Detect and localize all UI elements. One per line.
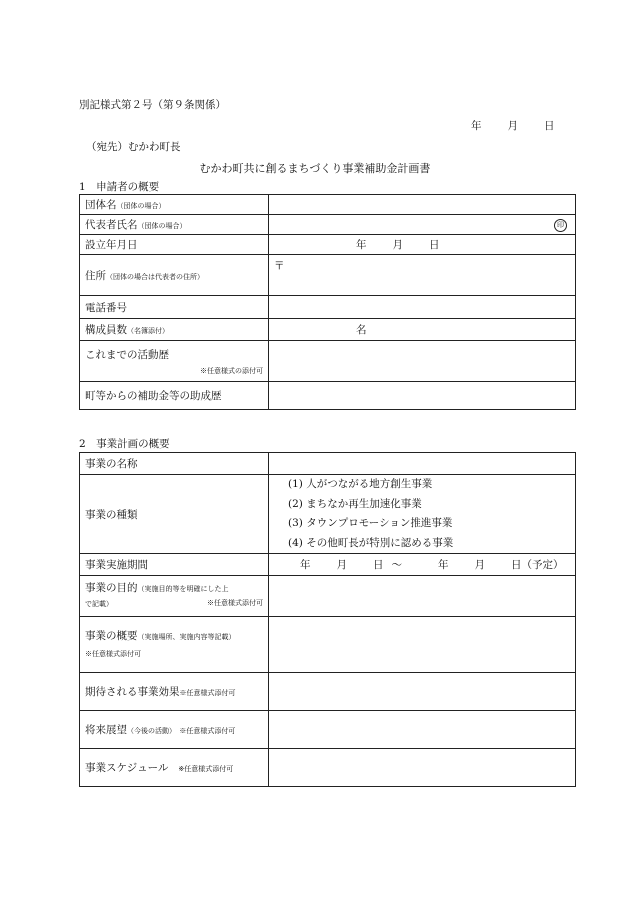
overview-label: 事業の概要	[85, 629, 138, 642]
date-day: 日	[544, 120, 555, 132]
future-label: 将来展望	[85, 724, 127, 736]
table-row	[80, 475, 576, 554]
project-name-field[interactable]	[269, 453, 576, 475]
form-reference: 別記様式第２号（第９条関係）	[79, 99, 226, 111]
type-option-4[interactable]: (4) その他町長が特別に認める事業	[288, 536, 454, 549]
table-row	[80, 382, 576, 410]
representative-field[interactable]	[269, 215, 576, 235]
period-tilde: ～	[391, 559, 402, 571]
table-row	[80, 711, 576, 749]
period-start-year: 年	[300, 559, 311, 571]
table-row	[80, 576, 576, 617]
purpose-attachment-note: ※任意様式添付可	[207, 599, 263, 607]
purpose-field[interactable]	[269, 576, 576, 617]
purpose-note-cont: で記載）	[85, 600, 113, 608]
established-year: 年	[356, 239, 367, 251]
date-month: 月	[507, 120, 518, 132]
period-start-month: 月	[336, 559, 347, 571]
table-row	[80, 195, 576, 215]
plan-table	[79, 452, 576, 787]
period-end-day: 日（予定）	[511, 559, 564, 571]
seal-icon: 印	[554, 219, 567, 232]
established-date-label: 設立年月日	[80, 235, 269, 255]
address-note: （団体の場合は代表者の住所）	[106, 272, 204, 281]
established-day: 日	[429, 239, 440, 251]
postal-mark: 〒	[274, 260, 285, 272]
activity-history-field[interactable]	[269, 341, 576, 382]
members-note: （名簿添付）	[127, 327, 169, 335]
effect-note: ※任意様式添付可	[179, 689, 236, 697]
org-name-label: 団体名	[85, 199, 117, 211]
established-date-field[interactable]	[269, 235, 576, 255]
overview-field[interactable]	[269, 617, 576, 673]
effect-label: 期待される事業効果	[85, 686, 180, 698]
representative-label: 代表者氏名	[85, 219, 138, 231]
date-year: 年	[471, 120, 482, 132]
period-end-year: 年	[438, 559, 449, 571]
subsidy-history-label: 町等からの補助金等の助成歴	[80, 382, 269, 410]
type-option-3[interactable]: (3) タウンプロモーション推進事業	[288, 517, 453, 529]
type-option-1[interactable]: (1) 人がつながる地方創生事業	[288, 478, 433, 490]
established-month: 月	[392, 239, 403, 251]
table-row	[80, 554, 576, 576]
table-row	[80, 255, 576, 296]
table-row	[80, 341, 576, 382]
future-attachment-note: ※任意様式添付可	[179, 727, 236, 735]
activity-history-note: ※任意様式の添付可	[200, 366, 263, 375]
purpose-note: （実施目的等を明確にした上	[137, 585, 229, 593]
section2-heading: 2 事業計画の概要	[79, 438, 170, 450]
overview-note: （実施場所、実施内容等記載）	[137, 632, 236, 641]
schedule-note: ※任意様式添付可	[178, 765, 234, 773]
overview-attachment-note: ※任意様式添付可	[85, 649, 141, 658]
subsidy-history-field[interactable]	[269, 382, 576, 410]
period-field[interactable]	[269, 554, 576, 576]
submission-date	[471, 118, 555, 133]
org-name-field[interactable]	[269, 195, 576, 215]
activity-history-label: これまでの活動歴	[85, 348, 169, 361]
members-label: 構成員数	[85, 324, 127, 336]
table-row	[80, 235, 576, 255]
table-row	[80, 749, 576, 787]
phone-field[interactable]	[269, 296, 576, 319]
period-label: 事業実施期間	[80, 554, 269, 576]
document-title: むかわ町共に創るまちづくり事業補助金計画書	[199, 162, 431, 175]
address-label: 住所	[85, 269, 106, 282]
address-field[interactable]	[269, 255, 576, 296]
table-row	[80, 453, 576, 475]
representative-note: （団体の場合）	[137, 222, 187, 230]
phone-label: 電話番号	[80, 296, 269, 319]
table-row	[80, 673, 576, 711]
applicant-table	[79, 194, 576, 410]
effect-field[interactable]	[269, 673, 576, 711]
type-option-2[interactable]: (2) まちなか再生加速化事業	[288, 497, 422, 510]
org-name-note: （団体の場合）	[116, 202, 166, 210]
future-note: （今後の活動）	[127, 727, 176, 735]
schedule-field[interactable]	[269, 749, 576, 787]
table-row	[80, 319, 576, 341]
addressee: （宛先）むかわ町長	[86, 141, 181, 153]
section1-heading: 1 申請者の概要	[79, 181, 160, 193]
table-row	[80, 215, 576, 235]
purpose-label: 事業の目的	[85, 582, 138, 594]
period-end-month: 月	[474, 559, 485, 571]
schedule-label: 事業スケジュール	[85, 762, 169, 774]
project-name-label: 事業の名称	[80, 453, 269, 475]
project-type-options	[269, 475, 576, 554]
table-row	[80, 296, 576, 319]
period-start-day: 日	[373, 559, 384, 571]
project-type-label: 事業の種類	[80, 475, 269, 554]
future-field[interactable]	[269, 711, 576, 749]
members-field[interactable]	[269, 319, 576, 341]
members-unit: 名	[356, 324, 367, 336]
table-row	[80, 617, 576, 673]
